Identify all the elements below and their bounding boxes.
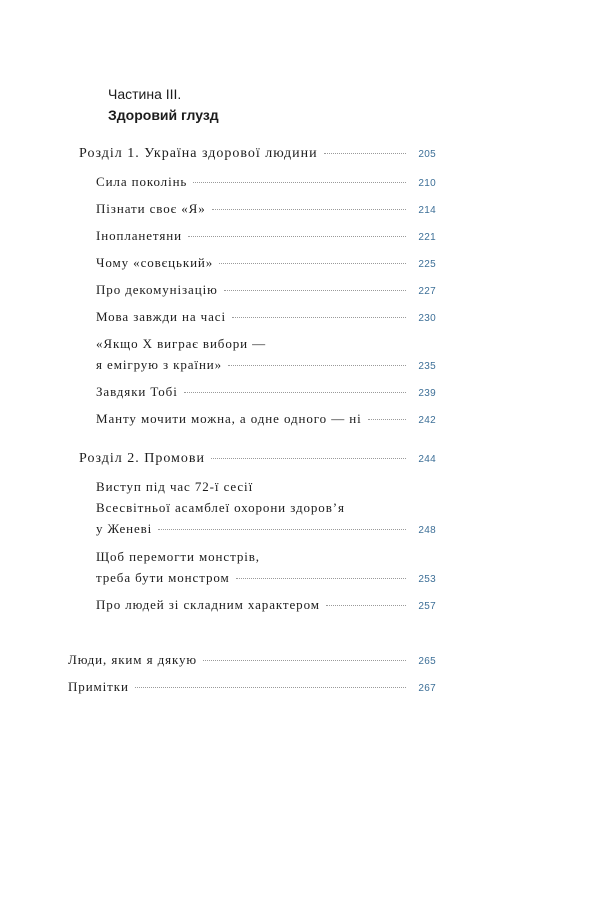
entry-page: 221 [418,232,436,243]
entry-title-line-1: Виступ під час 72-ї сесії [96,479,254,494]
entry-page: 257 [418,601,436,612]
toc-entry[interactable] [96,228,436,246]
dot-leader [193,182,406,183]
entry-page: 267 [418,683,436,694]
entry-page: 248 [418,525,436,536]
toc-entry[interactable] [96,384,436,402]
entry-page: 235 [418,361,436,372]
toc-entry[interactable] [96,411,436,429]
entry-title-line-2: треба бути монстром [96,570,230,585]
entry-title: Пізнати своє «Я» [96,201,206,216]
entry-title: Про людей зі складним характером [96,597,320,612]
entry-title-line-2: Всесвітньої асамблеї охорони здоров’я [96,500,345,515]
toc-entry-chapter-2[interactable] [79,451,436,469]
dot-leader [326,605,406,606]
toc-entry[interactable] [96,201,436,219]
entry-page: 227 [418,286,436,297]
toc-entry[interactable] [96,174,436,192]
dot-leader [368,419,406,420]
entry-title: Примітки [68,679,129,694]
dot-leader [184,392,406,393]
entry-title: Завдяки Тобі [96,384,178,399]
dot-leader [158,529,406,530]
dot-leader [212,209,406,210]
entry-page: 225 [418,259,436,270]
entry-title-line-2: я емігрую з країни» [96,357,223,372]
toc-entry[interactable] [96,570,436,588]
part-name: Здоровий глузд [108,107,219,123]
dot-leader [219,263,406,264]
entry-title: Люди, яким я дякую [68,652,198,667]
entry-title: Мова завжди на часі [96,309,226,324]
entry-page: 239 [418,388,436,399]
dot-leader [236,578,406,579]
entry-title: Сила поколінь [96,174,188,189]
entry-page: 253 [418,574,436,585]
toc-entry[interactable] [96,282,436,300]
entry-title: Чому «совєцький» [96,255,214,270]
toc-entry-acknowledgements[interactable] [68,652,436,670]
chapter-1-title: Розділ 1. Україна здорової людини [79,146,318,161]
dot-leader [211,458,406,459]
toc-entry[interactable] [96,521,436,539]
entry-page: 214 [418,205,436,216]
entry-page: 242 [418,415,436,426]
chapter-2-page: 244 [418,454,436,465]
entry-title-line-1: Щоб перемогти монстрів, [96,549,260,564]
entry-title: Інопланетяни [96,228,182,243]
toc-entry[interactable] [96,357,436,375]
dot-leader [188,236,406,237]
part-label: Частина III. [108,86,182,102]
toc-entry-chapter-1[interactable] [79,146,436,164]
chapter-1-page: 205 [418,149,436,160]
entry-title-line-3: у Женеві [96,521,153,536]
chapter-2-title: Розділ 2. Промови [79,451,206,466]
dot-leader [324,153,406,154]
dot-leader [232,317,406,318]
entry-title-line-1: «Якщо Х виграє вибори — [96,336,267,351]
entry-title: Про декомунізацію [96,282,218,297]
entry-page: 230 [418,313,436,324]
toc-entry[interactable] [96,309,436,327]
dot-leader [224,290,406,291]
entry-page: 210 [418,178,436,189]
dot-leader [203,660,406,661]
toc-entry-notes[interactable] [68,679,436,697]
dot-leader [135,687,406,688]
toc-entry[interactable] [96,597,436,615]
dot-leader [228,365,406,366]
entry-title: Манту мочити можна, а одне одного — ні [96,411,362,426]
entry-page: 265 [418,656,436,667]
toc-entry[interactable] [96,255,436,273]
